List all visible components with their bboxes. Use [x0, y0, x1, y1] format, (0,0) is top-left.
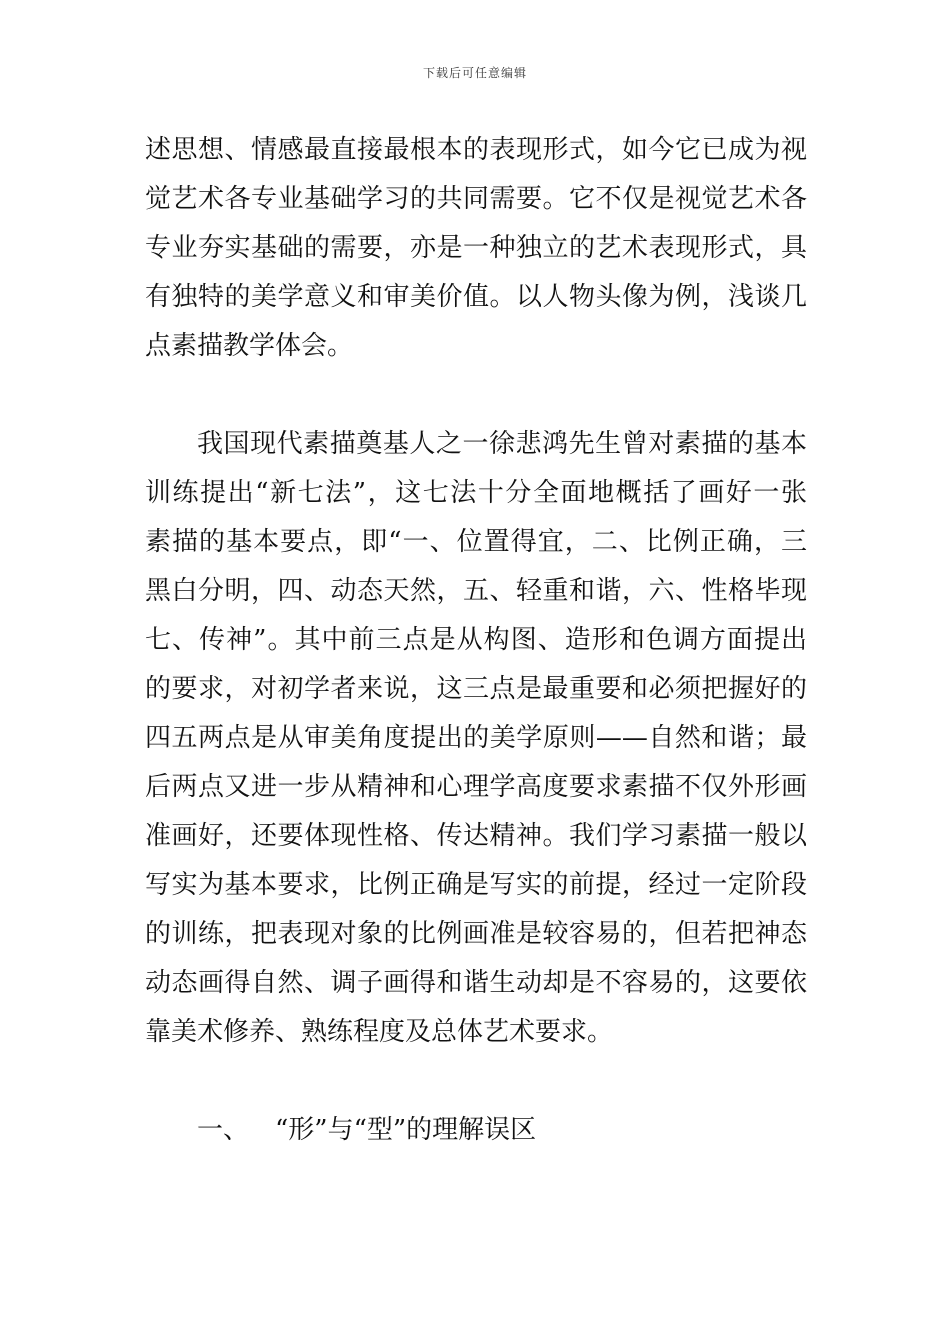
- paragraph-line: 我国现代素描奠基人之一徐悲鸿先生曾对素描的基本: [197, 429, 807, 459]
- paragraph-spacer: [145, 371, 807, 420]
- paragraph-line: 的要求，对初学者来说，这三点是最重要和必须把握好的: [145, 674, 807, 704]
- paragraph-1: [145, 126, 807, 371]
- paragraph-line: 准画好，还要体现性格、传达精神。我们学习素描一般以: [145, 821, 807, 851]
- paragraph-line: 七、传神”。其中前三点是从构图、造形和色调方面提出: [145, 625, 807, 655]
- paragraph-line: 后两点又进一步从精神和心理学高度要求素描不仅外形画: [145, 772, 807, 802]
- paragraph-line: 靠美术修养、熟练程度及总体艺术要求。: [145, 1017, 614, 1047]
- section-heading-title: “形”与“型”的理解误区: [275, 1115, 537, 1145]
- paragraph-line: 四五两点是从审美角度提出的美学原则——自然和谐；最: [145, 723, 807, 753]
- paragraph-line: 述思想、情感最直接最根本的表现形式，如今它已成为视: [145, 135, 807, 165]
- paragraph-line: 觉艺术各专业基础学习的共同需要。它不仅是视觉艺术各: [145, 184, 807, 214]
- paragraph-2: [145, 420, 807, 1057]
- document-body: [145, 126, 807, 1155]
- section-heading-number: 一、: [197, 1115, 250, 1145]
- paragraph-line: 写实为基本要求，比例正确是写实的前提，经过一定阶段: [145, 870, 807, 900]
- section-heading: [145, 1106, 807, 1155]
- paragraph-spacer: [145, 1057, 807, 1106]
- paragraph-line: 专业夯实基础的需要，亦是一种独立的艺术表现形式，具: [145, 233, 807, 263]
- paragraph-line: 黑白分明，四、动态天然，五、轻重和谐，六、性格毕现: [145, 576, 807, 606]
- page-header: 下载后可任意编辑: [422, 66, 527, 80]
- paragraph-line: 训练提出“新七法”，这七法十分全面地概括了画好一张: [145, 478, 807, 508]
- paragraph-line: 的训练，把表现对象的比例画准是较容易的，但若把神态: [145, 919, 807, 949]
- paragraph-line: 素描的基本要点，即“一、位置得宜，二、比例正确，三: [145, 527, 807, 557]
- paragraph-line: 动态画得自然、调子画得和谐生动却是不容易的，这要依: [145, 968, 807, 998]
- paragraph-line: 点素描教学体会。: [145, 331, 354, 361]
- paragraph-line: 有独特的美学意义和审美价值。以人物头像为例，浅谈几: [145, 282, 807, 312]
